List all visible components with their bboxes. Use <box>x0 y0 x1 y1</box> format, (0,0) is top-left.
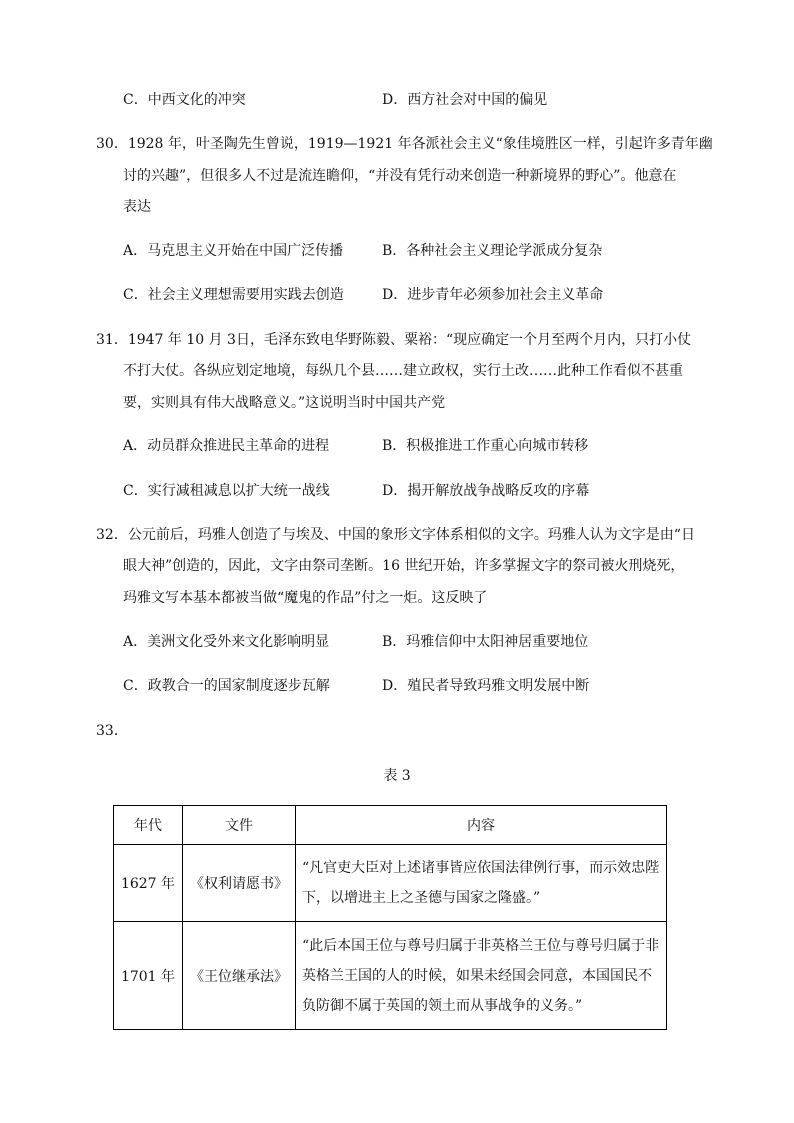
q32-option-d: D．殖民者导致玛雅文明发展中断 <box>382 678 590 694</box>
row-year: 1627 年 <box>114 845 183 922</box>
q32-stem-line-2: 眼大神”创造的，因此，文字由祭司垄断。16 世纪开始，许多掌握文字的祭司被火刑烧死， <box>123 558 685 574</box>
q31-stem-line-2: 不打大仗。各纵应划定地境，每纵几个县……建立政权，实行土改……此种工作看似不甚重 <box>123 363 683 379</box>
q32-option-b: B．玛雅信仰中太阳神居重要地位 <box>382 634 589 650</box>
table-row <box>114 845 667 922</box>
row-document: 《王位继承法》 <box>183 922 296 1030</box>
q30-option-c: C．社会主义理想需要用实践去创造 <box>123 287 344 303</box>
history-documents-table <box>113 805 667 1030</box>
q29-option-c: C．中西文化的冲突 <box>123 92 246 108</box>
table-caption: 表 3 <box>383 768 411 784</box>
row-content: “凡官吏大臣对上述诸事皆应依国法律例行事，而示效忠陛下，以增进主上之圣德与国家之隆盛。” <box>296 845 667 922</box>
table-header-row <box>114 806 667 845</box>
q32-option-a: A．美洲文化受外来文化影响明显 <box>123 634 330 650</box>
q33-number: 33． <box>96 723 128 739</box>
q30-stem-line-3: 表达 <box>123 199 151 215</box>
row-document: 《权利请愿书》 <box>183 845 296 922</box>
q30-option-d: D．进步青年必须参加社会主义革命 <box>382 287 604 303</box>
q31-stem-line-1: 31．1947 年 10 月 3日，毛泽东致电华野陈毅、粟裕：“现应确定一个月至两个月内，只打小仗 <box>96 332 692 348</box>
q32-stem-line-1: 32．公元前后，玛雅人创造了与埃及、中国的象形文字体系相似的文字。玛雅人认为文字是由“日 <box>96 527 695 543</box>
q30-stem-line-2: 讨的兴趣”，但很多人不过是流连瞻仰，“并没有凭行动来创造一种新境界的野心”。他意在 <box>123 168 677 184</box>
header-year: 年代 <box>114 806 183 845</box>
q29-option-d: D．西方社会对中国的偏见 <box>382 92 548 108</box>
table-row <box>114 922 667 1030</box>
row-content: “此后本国王位与尊号归属于非英格兰王位与尊号归属于非英格兰王国的人的时候，如果未经国会同意，本国国民不负防御不属于英国的领土而从事战争的义务。” <box>296 922 667 1030</box>
row-year: 1701 年 <box>114 922 183 1030</box>
q31-option-b: B．积极推进工作重心向城市转移 <box>382 438 589 454</box>
q30-stem-line-1: 30．1928 年，叶圣陶先生曾说，1919—1921 年各派社会主义“象佳境胜区一样，引起许多青年幽 <box>96 136 713 152</box>
q31-stem-line-3: 要，实则具有伟大战略意义。”这说明当时中国共产党 <box>123 395 446 411</box>
q32-option-c: C．政教合一的国家制度逐步瓦解 <box>123 678 330 694</box>
header-document: 文件 <box>183 806 296 845</box>
q32-stem-line-3: 玛雅文写本基本都被当做“魔鬼的作品”付之一炬。这反映了 <box>123 590 488 606</box>
q31-option-a: A．动员群众推进民主革命的进程 <box>123 438 330 454</box>
header-content: 内容 <box>296 806 667 845</box>
q30-option-a: A．马克思主义开始在中国广泛传播 <box>123 243 344 259</box>
q31-option-d: D．揭开解放战争战略反攻的序幕 <box>382 483 590 499</box>
q30-option-b: B．各种社会主义理论学派成分复杂 <box>382 243 603 259</box>
q31-option-c: C．实行减租减息以扩大统一战线 <box>123 483 330 499</box>
